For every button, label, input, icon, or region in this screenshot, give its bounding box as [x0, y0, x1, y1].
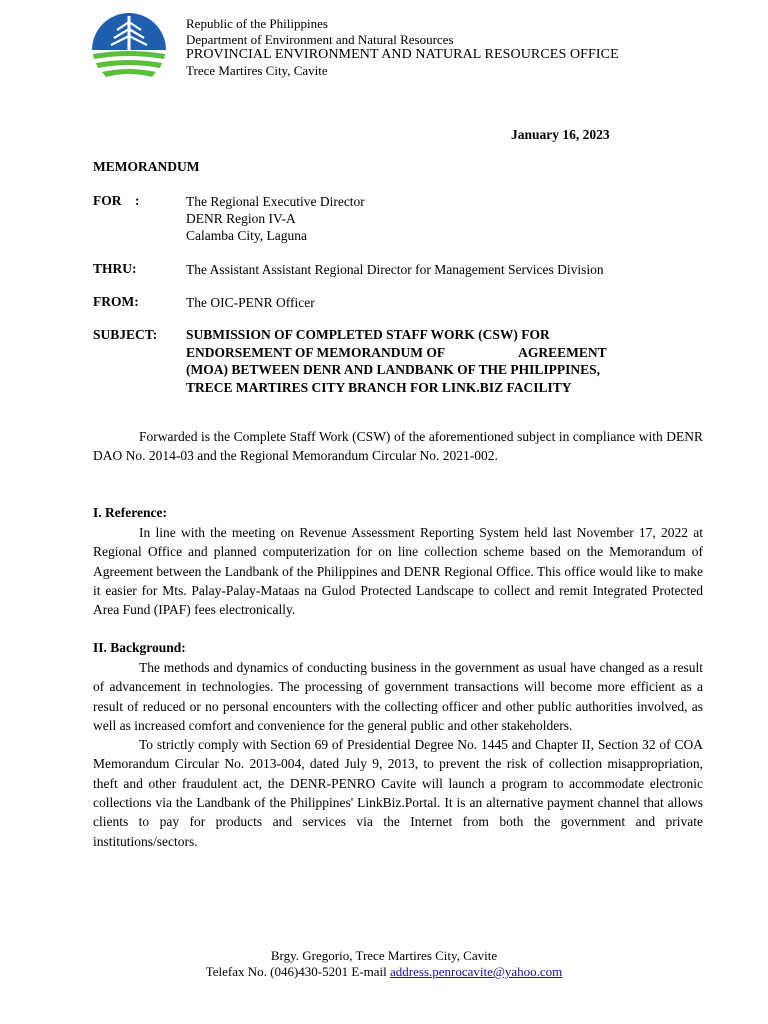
for-value	[186, 193, 365, 244]
footer	[0, 948, 768, 980]
intro-paragraph	[93, 427, 703, 466]
for-line-1: The Regional Executive Director	[186, 194, 365, 209]
footer-email-link[interactable]: address.penrocavite@yahoo.com	[390, 964, 563, 979]
subject-line-2a: ENDORSEMENT OF MEMORANDUM OF	[186, 344, 446, 360]
reference-heading: I. Reference:	[93, 505, 167, 520]
subject-line-3: (MOA) BETWEEN DENR AND LANDBANK OF THE PHILIPPINES,	[186, 362, 601, 377]
subject-label: SUBJECT:	[93, 327, 158, 342]
letterhead-office: PROVINCIAL ENVIRONMENT AND NATURAL RESOURCES OFFICE	[186, 47, 619, 62]
footer-address: Brgy. Gregorio, Trece Martires City, Cavite	[270, 948, 498, 963]
letterhead	[186, 16, 619, 78]
background-heading: II. Background:	[93, 640, 186, 655]
subject-line-2b: AGREEMENT	[518, 344, 607, 360]
from-value: The OIC-PENR Officer	[186, 295, 315, 310]
letterhead-city: Trece Martires City, Cavite	[186, 62, 328, 78]
background-text-2: To strictly comply with Section 69 of Presidential Degree No. 1445 and Chapter II, Section 32 of COA Memorandum Circular No. 2013-004, dated July 9, 2013, to prevent the risk of collection misappropriation, theft and other fraudulent act, the DENR-PENRO Cavite will launch a program to accommodate electronic collections via the Landbank of the Philippines' LinkBiz.Portal. It is an alternative payment channel that allows clients to pay for products and services via the Internet from both the government and private institutions/sectors.	[93, 737, 703, 849]
memo-date: January 16, 2023	[511, 127, 610, 142]
for-label: FOR :	[93, 193, 140, 208]
for-line-2: DENR Region IV-A	[186, 211, 296, 226]
footer-telefax: Telefax No. (046)430-5201 E-mail	[205, 964, 391, 979]
memo-title: MEMORANDUM	[93, 159, 200, 174]
letterhead-department: Department of Environment and Natural Resources	[186, 31, 454, 47]
subject-value	[186, 326, 666, 396]
denr-logo	[90, 12, 168, 80]
for-line-3: Calamba City, Laguna	[186, 228, 307, 243]
background-text-1: The methods and dynamics of conducting business in the government as usual have changed as a result of advancement in technologies. The processing of government transactions will become more efficient as a result of reduced or no personal encounters with the collecting officer and other public authorities involved, as well as increased comfort and convenience for the general public and other stakeholders.	[93, 660, 703, 733]
reference-text: In line with the meeting on Revenue Assessment Reporting System held last November 17, 2022 at Regional Office and planned computerization for on line collection scheme based on the Memorandum of Agreement between the Landbank of the Philippines and DENR Regional Office. This office would like to make it easier for Mts. Palay-Palay-Mataas na Gulod Protected Landscape to collect and remit Integrated Protected Area Fund (IPAF) fees electronically.	[93, 525, 703, 618]
intro-text: Forwarded is the Complete Staff Work (CSW) of the aforementioned subject in compliance with DENR DAO No. 2014-03 and the Regional Memorandum Circular No. 2021-002.	[93, 429, 703, 464]
thru-value: The Assistant Assistant Regional Director for Management Services Division	[186, 262, 604, 277]
background-paragraphs	[93, 658, 703, 851]
reference-paragraph	[93, 523, 703, 619]
subject-line-4: TRECE MARTIRES CITY BRANCH FOR LINK.BIZ FACILITY	[186, 379, 572, 395]
thru-label: THRU:	[93, 261, 137, 276]
footer-contact	[0, 964, 768, 980]
subject-line-2	[186, 344, 666, 362]
letterhead-republic: Republic of the Philippines	[186, 16, 328, 31]
subject-line-1: SUBMISSION OF COMPLETED STAFF WORK (CSW) FOR	[186, 327, 550, 342]
from-label: FROM:	[93, 294, 139, 309]
